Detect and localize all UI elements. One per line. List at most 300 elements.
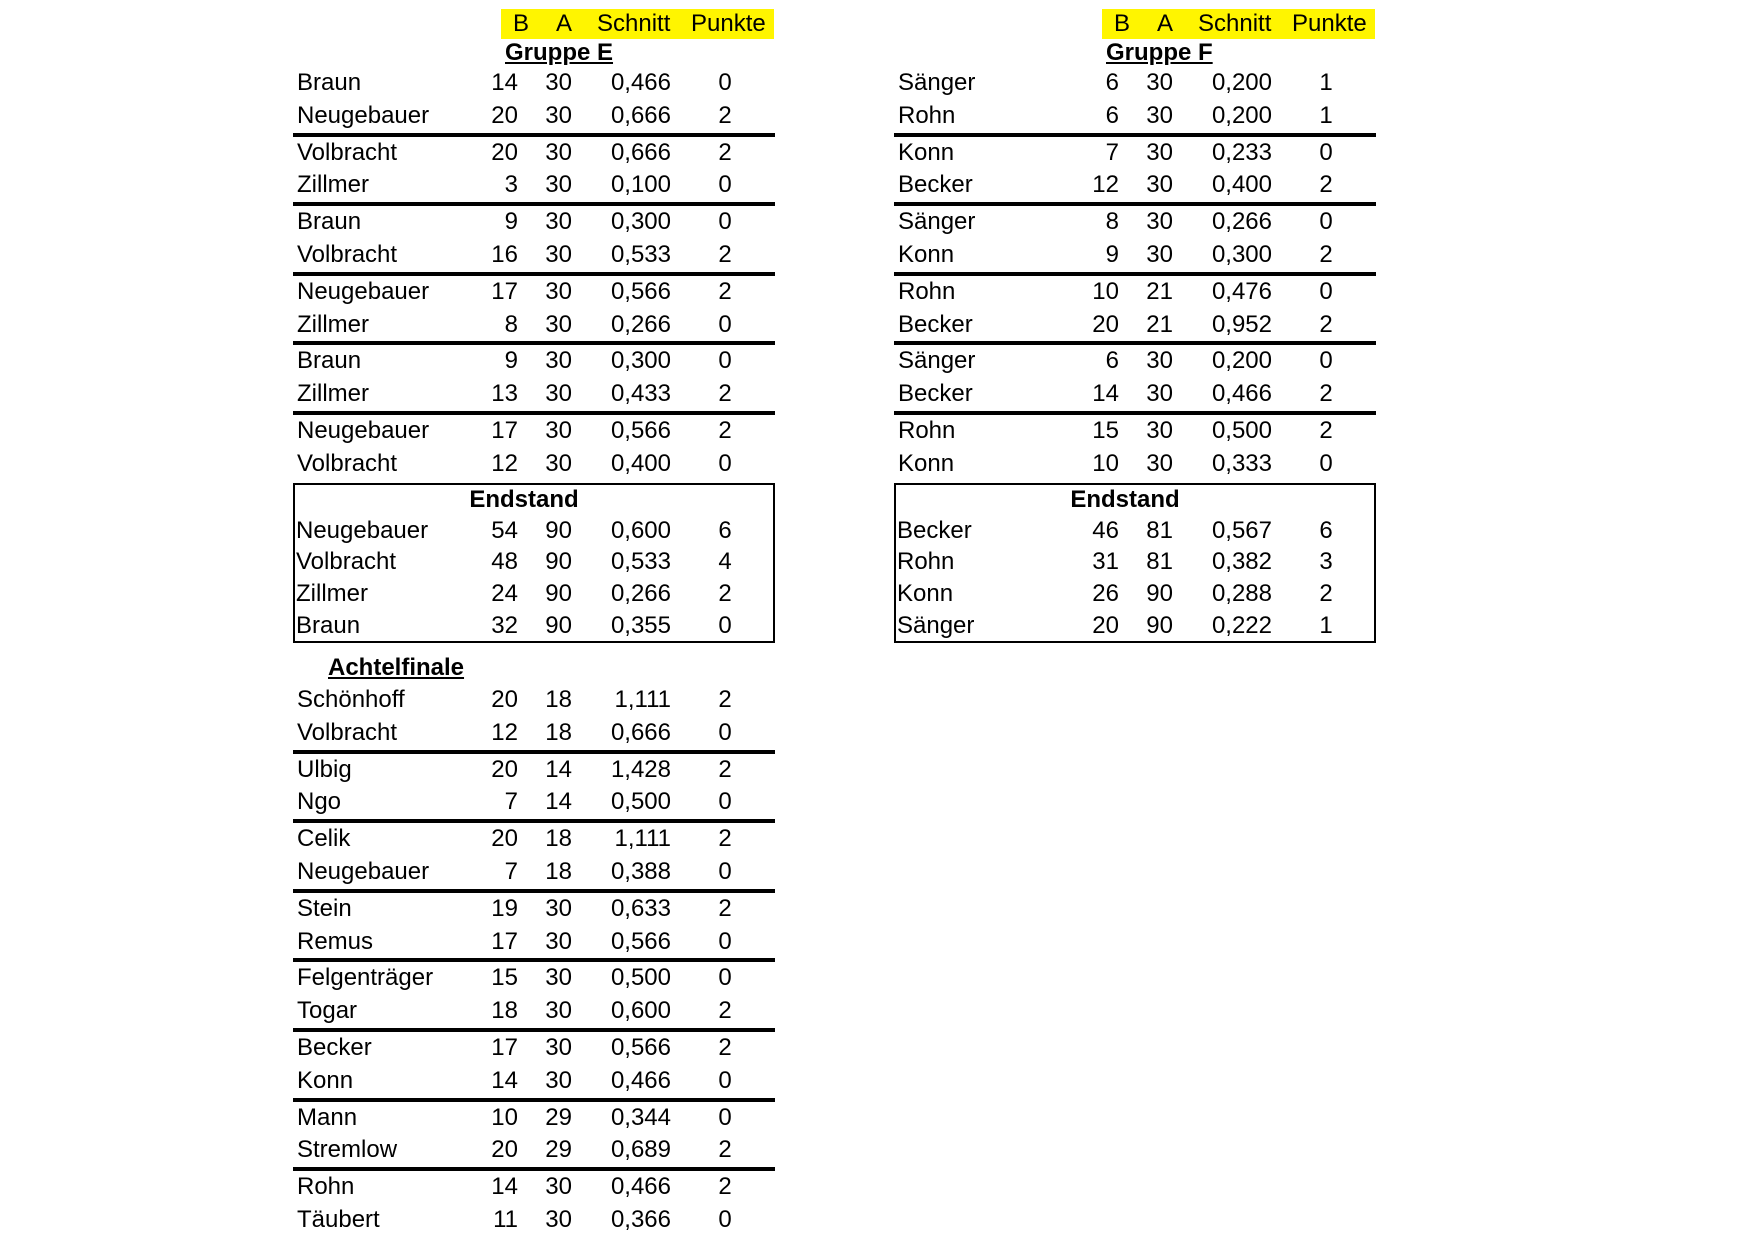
table-row [894, 67, 1376, 100]
value-a: 30 [545, 1033, 572, 1061]
value-schnitt: 0,333 [1211, 449, 1272, 477]
player-name: Ngo [297, 788, 342, 816]
player-name: Sänger [898, 69, 976, 96]
value-schnitt: 0,400 [1211, 171, 1272, 199]
table-row [894, 378, 1376, 411]
value-schnitt: 0,466 [1211, 380, 1272, 408]
value-punkte: 2 [1319, 380, 1333, 408]
player-name: Zillmer [297, 310, 369, 338]
value-punkte: 0 [1319, 277, 1333, 305]
header-a: A [1157, 10, 1174, 37]
player-name: Stremlow [297, 1136, 398, 1164]
value-b: 9 [1105, 240, 1119, 268]
table-row [894, 345, 1376, 378]
value-schnitt: 0,100 [610, 171, 671, 199]
value-a: 18 [545, 857, 572, 885]
value-b: 31 [1092, 548, 1119, 576]
match-pair [293, 67, 775, 137]
value-b: 7 [504, 788, 518, 816]
value-b: 7 [504, 857, 518, 885]
value-a: 18 [545, 686, 572, 713]
value-a: 30 [545, 894, 572, 922]
player-name: Mann [297, 1103, 358, 1131]
endstand-list [896, 515, 1374, 642]
column-header [1102, 9, 1375, 39]
endstand-list [295, 515, 773, 642]
value-a: 30 [545, 964, 572, 992]
value-a: 90 [545, 579, 572, 607]
table-row [293, 1032, 775, 1065]
value-punkte: 0 [718, 718, 732, 746]
value-b: 12 [491, 449, 518, 477]
value-punkte: 0 [718, 347, 732, 375]
value-b: 20 [491, 138, 518, 166]
table-row [293, 823, 775, 856]
value-schnitt: 0,200 [1211, 69, 1272, 96]
header-a: A [556, 10, 573, 37]
value-punkte: 2 [1319, 171, 1333, 199]
value-schnitt: 0,388 [610, 857, 671, 885]
value-b: 17 [491, 927, 518, 955]
header-punkte: Punkte [1292, 10, 1367, 37]
value-schnitt: 1,111 [614, 825, 671, 853]
table-row [295, 546, 773, 578]
table-row [293, 100, 775, 133]
player-name: Zillmer [297, 171, 369, 199]
value-schnitt: 0,689 [610, 1136, 671, 1164]
value-a: 14 [545, 755, 572, 783]
player-name: Konn [897, 579, 954, 607]
value-punkte: 0 [718, 69, 732, 96]
table-row [293, 926, 775, 959]
table-row [293, 1134, 775, 1167]
value-a: 30 [545, 347, 572, 375]
match-pair [293, 206, 775, 276]
player-name: Braun [297, 69, 362, 96]
value-b: 6 [1105, 101, 1119, 129]
match-list [293, 684, 775, 1237]
table-row [894, 239, 1376, 272]
table-row [894, 100, 1376, 133]
value-punkte: 0 [718, 449, 732, 477]
player-name: Rohn [297, 1173, 355, 1201]
table-row [293, 276, 775, 309]
value-schnitt: 0,666 [610, 718, 671, 746]
value-a: 30 [545, 1205, 572, 1233]
value-punkte: 0 [718, 310, 732, 338]
player-name: Neugebauer [297, 101, 430, 129]
value-b: 3 [504, 171, 518, 199]
value-schnitt: 0,666 [610, 138, 671, 166]
value-b: 20 [1092, 310, 1119, 338]
value-schnitt: 0,466 [610, 1066, 671, 1094]
value-a: 30 [545, 997, 572, 1025]
player-name: Neugebauer [296, 516, 429, 544]
value-punkte: 2 [718, 997, 732, 1025]
value-punkte: 2 [718, 240, 732, 268]
table-row [293, 169, 775, 202]
value-schnitt: 0,366 [610, 1205, 671, 1233]
table-row [293, 1204, 775, 1237]
table-row [896, 578, 1374, 610]
value-b: 12 [1092, 171, 1119, 199]
value-schnitt: 0,466 [610, 69, 671, 96]
value-schnitt: 0,222 [1211, 611, 1272, 639]
endstand-box [894, 483, 1376, 644]
match-pair [293, 1102, 775, 1172]
value-a: 30 [545, 449, 572, 477]
value-b: 46 [1092, 516, 1119, 544]
table-row [293, 684, 775, 717]
gruppe-e-block [293, 9, 775, 643]
player-name: Braun [297, 208, 362, 236]
value-schnitt: 0,300 [1211, 240, 1272, 268]
value-a: 90 [1146, 579, 1173, 607]
value-b: 20 [491, 1136, 518, 1164]
value-a: 29 [545, 1103, 572, 1131]
match-pair [293, 415, 775, 481]
player-name: Togar [297, 997, 358, 1025]
value-a: 30 [545, 416, 572, 444]
value-schnitt: 1,111 [614, 686, 671, 713]
value-schnitt: 0,382 [1211, 548, 1272, 576]
player-name: Sänger [898, 347, 976, 375]
match-pair [894, 415, 1376, 481]
table-row [293, 309, 775, 342]
value-punkte: 2 [718, 1173, 732, 1201]
value-b: 6 [1105, 347, 1119, 375]
player-name: Rohn [898, 101, 956, 129]
value-a: 21 [1146, 310, 1173, 338]
value-punkte: 0 [718, 927, 732, 955]
value-b: 26 [1092, 579, 1119, 607]
player-name: Volbracht [297, 718, 398, 746]
value-schnitt: 1,428 [610, 755, 671, 783]
value-punkte: 2 [1319, 240, 1333, 268]
value-a: 30 [1146, 138, 1173, 166]
gruppe-f-block [894, 9, 1376, 643]
value-punkte: 0 [718, 171, 732, 199]
value-a: 29 [545, 1136, 572, 1164]
player-name: Becker [297, 1033, 372, 1061]
table-row [293, 995, 775, 1028]
value-b: 19 [491, 894, 518, 922]
value-schnitt: 0,566 [610, 1033, 671, 1061]
value-b: 8 [1105, 208, 1119, 236]
table-row [293, 962, 775, 995]
value-b: 16 [491, 240, 518, 268]
value-a: 30 [1146, 69, 1173, 96]
value-schnitt: 0,300 [610, 347, 671, 375]
value-punkte: 2 [718, 277, 732, 305]
value-b: 13 [491, 380, 518, 408]
match-pair [293, 1171, 775, 1237]
table-row [293, 893, 775, 926]
value-punkte: 2 [718, 825, 732, 853]
table-row [894, 169, 1376, 202]
table-row [894, 276, 1376, 309]
table-row [295, 578, 773, 610]
match-pair [293, 754, 775, 824]
match-pair [293, 893, 775, 963]
group-title: Gruppe F [1106, 39, 1213, 66]
value-punkte: 2 [718, 1136, 732, 1164]
match-pair [894, 276, 1376, 346]
value-a: 90 [1146, 611, 1173, 639]
player-name: Konn [898, 240, 955, 268]
value-b: 17 [491, 1033, 518, 1061]
value-schnitt: 0,288 [1211, 579, 1272, 607]
player-name: Braun [296, 611, 361, 639]
value-punkte: 4 [718, 548, 732, 576]
value-schnitt: 0,433 [610, 380, 671, 408]
group-title: Gruppe E [505, 39, 614, 66]
table-row [894, 448, 1376, 481]
match-pair [894, 67, 1376, 137]
value-b: 20 [491, 825, 518, 853]
player-name: Celik [297, 825, 351, 853]
value-b: 15 [491, 964, 518, 992]
value-punkte: 1 [1319, 101, 1333, 129]
value-b: 17 [491, 277, 518, 305]
value-schnitt: 0,500 [610, 964, 671, 992]
table-row [293, 206, 775, 239]
table-row [293, 717, 775, 750]
value-a: 30 [545, 277, 572, 305]
value-punkte: 2 [718, 101, 732, 129]
value-schnitt: 0,200 [1211, 347, 1272, 375]
value-punkte: 1 [1319, 611, 1333, 639]
player-name: Stein [297, 894, 352, 922]
player-name: Felgenträger [297, 964, 434, 992]
value-a: 30 [545, 1066, 572, 1094]
table-row [896, 515, 1374, 547]
value-punkte: 0 [718, 208, 732, 236]
player-name: Volbracht [297, 138, 398, 166]
endstand-title: Endstand [1070, 485, 1180, 513]
table-row [293, 239, 775, 272]
value-a: 30 [1146, 380, 1173, 408]
player-name: Konn [898, 138, 955, 166]
player-name: Konn [297, 1066, 354, 1094]
value-a: 18 [545, 825, 572, 853]
section-title: Achtelfinale [328, 654, 465, 681]
value-punkte: 2 [718, 138, 732, 166]
value-b: 15 [1092, 416, 1119, 444]
value-schnitt: 0,266 [610, 310, 671, 338]
match-pair [894, 345, 1376, 415]
player-name: Neugebauer [297, 277, 430, 305]
table-row [293, 378, 775, 411]
value-punkte: 2 [718, 579, 732, 607]
match-pair [293, 276, 775, 346]
endstand-box [293, 483, 775, 644]
match-pair [293, 684, 775, 754]
value-b: 54 [491, 516, 518, 544]
value-a: 30 [1146, 449, 1173, 477]
value-punkte: 6 [718, 516, 732, 544]
value-b: 9 [504, 347, 518, 375]
table-row [894, 309, 1376, 342]
value-punkte: 3 [1319, 548, 1333, 576]
value-b: 10 [1092, 449, 1119, 477]
value-a: 30 [545, 171, 572, 199]
value-punkte: 0 [718, 857, 732, 885]
value-a: 30 [545, 1173, 572, 1201]
match-list [293, 67, 775, 481]
header-schnitt: Schnitt [597, 10, 671, 37]
value-punkte: 2 [718, 686, 732, 713]
table-row [894, 415, 1376, 448]
value-schnitt: 0,355 [610, 611, 671, 639]
match-pair [894, 206, 1376, 276]
player-name: Sänger [897, 611, 975, 639]
value-b: 14 [491, 69, 518, 96]
achtelfinale-block [293, 652, 775, 1237]
value-schnitt: 0,533 [610, 548, 671, 576]
value-schnitt: 0,567 [1211, 516, 1272, 544]
value-schnitt: 0,300 [610, 208, 671, 236]
value-b: 8 [504, 310, 518, 338]
value-a: 90 [545, 548, 572, 576]
value-b: 14 [491, 1173, 518, 1201]
player-name: Becker [897, 516, 972, 544]
value-punkte: 2 [1319, 416, 1333, 444]
value-a: 30 [545, 310, 572, 338]
table-row [293, 137, 775, 170]
value-a: 18 [545, 718, 572, 746]
value-a: 90 [545, 516, 572, 544]
value-punkte: 0 [1319, 449, 1333, 477]
table-row [293, 856, 775, 889]
value-a: 90 [545, 611, 572, 639]
match-pair [293, 823, 775, 893]
player-name: Volbracht [297, 240, 398, 268]
player-name: Becker [898, 380, 973, 408]
value-b: 32 [491, 611, 518, 639]
player-name: Schönhoff [297, 686, 405, 713]
value-punkte: 2 [718, 1033, 732, 1061]
player-name: Neugebauer [297, 416, 430, 444]
player-name: Sänger [898, 208, 976, 236]
value-a: 81 [1146, 548, 1173, 576]
player-name: Volbracht [297, 449, 398, 477]
player-name: Täubert [297, 1205, 380, 1233]
value-schnitt: 0,266 [1211, 208, 1272, 236]
player-name: Zillmer [297, 380, 369, 408]
value-a: 30 [1146, 208, 1173, 236]
match-pair [293, 137, 775, 207]
table-row [293, 448, 775, 481]
value-schnitt: 0,266 [610, 579, 671, 607]
table-row [896, 610, 1374, 642]
player-name: Neugebauer [297, 857, 430, 885]
value-punkte: 2 [718, 416, 732, 444]
value-schnitt: 0,600 [610, 516, 671, 544]
player-name: Becker [898, 310, 973, 338]
value-a: 30 [1146, 416, 1173, 444]
value-a: 30 [1146, 240, 1173, 268]
player-name: Rohn [898, 277, 956, 305]
value-schnitt: 0,566 [610, 927, 671, 955]
value-b: 20 [491, 101, 518, 129]
value-b: 20 [1092, 611, 1119, 639]
player-name: Rohn [898, 416, 956, 444]
value-b: 14 [491, 1066, 518, 1094]
value-b: 20 [491, 755, 518, 783]
match-pair [293, 962, 775, 1032]
table-row [293, 345, 775, 378]
value-b: 10 [1092, 277, 1119, 305]
table-row [896, 546, 1374, 578]
value-schnitt: 0,633 [610, 894, 671, 922]
player-name: Konn [898, 449, 955, 477]
table-row [295, 610, 773, 642]
value-schnitt: 0,566 [610, 416, 671, 444]
match-pair [894, 137, 1376, 207]
value-a: 30 [1146, 101, 1173, 129]
value-b: 7 [1105, 138, 1119, 166]
value-punkte: 0 [718, 1205, 732, 1233]
value-b: 14 [1092, 380, 1119, 408]
value-schnitt: 0,500 [610, 788, 671, 816]
player-name: Rohn [897, 548, 955, 576]
value-schnitt: 0,466 [610, 1173, 671, 1201]
value-schnitt: 0,344 [610, 1103, 671, 1131]
value-punkte: 1 [1319, 69, 1333, 96]
value-schnitt: 0,233 [1211, 138, 1272, 166]
header-b: B [1114, 10, 1131, 37]
header-schnitt: Schnitt [1198, 10, 1272, 37]
player-name: Volbracht [296, 548, 397, 576]
value-b: 17 [491, 416, 518, 444]
value-a: 30 [545, 138, 572, 166]
player-name: Ulbig [297, 755, 352, 783]
value-punkte: 0 [718, 964, 732, 992]
value-schnitt: 0,476 [1211, 277, 1272, 305]
table-row [293, 67, 775, 100]
value-a: 30 [545, 380, 572, 408]
value-b: 48 [491, 548, 518, 576]
value-a: 81 [1146, 516, 1173, 544]
value-schnitt: 0,600 [610, 997, 671, 1025]
value-a: 30 [1146, 347, 1173, 375]
value-punkte: 0 [718, 1066, 732, 1094]
table-row [293, 1171, 775, 1204]
value-punkte: 2 [718, 380, 732, 408]
value-a: 30 [545, 101, 572, 129]
value-punkte: 0 [1319, 138, 1333, 166]
value-schnitt: 0,666 [610, 101, 671, 129]
player-name: Becker [898, 171, 973, 199]
value-punkte: 2 [1319, 310, 1333, 338]
value-schnitt: 0,952 [1211, 310, 1272, 338]
match-pair [293, 345, 775, 415]
value-a: 14 [545, 788, 572, 816]
value-b: 18 [491, 997, 518, 1025]
value-punkte: 0 [718, 788, 732, 816]
value-punkte: 0 [718, 1103, 732, 1131]
value-punkte: 6 [1319, 516, 1333, 544]
value-a: 30 [1146, 171, 1173, 199]
match-list [894, 67, 1376, 481]
value-punkte: 2 [718, 894, 732, 922]
value-schnitt: 0,500 [1211, 416, 1272, 444]
value-schnitt: 0,533 [610, 240, 671, 268]
value-punkte: 0 [1319, 208, 1333, 236]
value-schnitt: 0,400 [610, 449, 671, 477]
table-row [293, 786, 775, 819]
